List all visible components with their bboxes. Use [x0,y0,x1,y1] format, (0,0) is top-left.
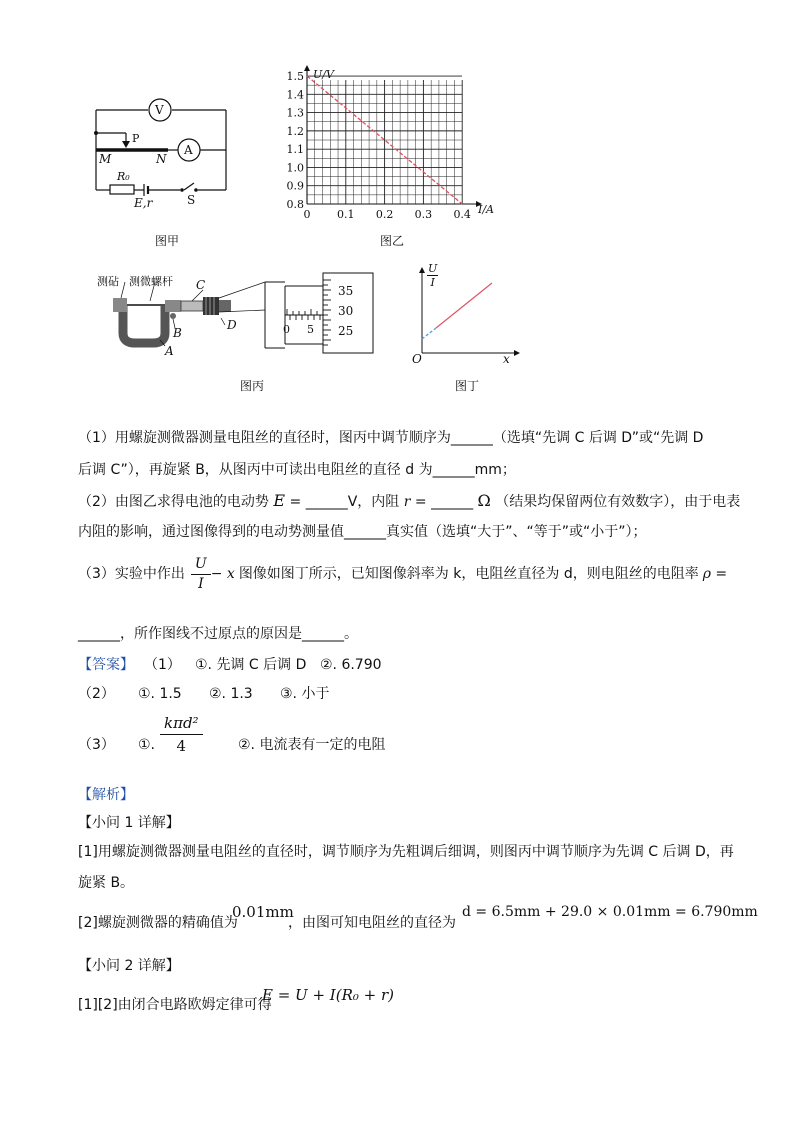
q3-text-post: 图像如图丁所示，已知图像斜率为 k，电阻丝直径为 d，则电阻丝的电阻率 [238,566,699,582]
analysis-diameter-formula: d = 6.5mm + 29.0 × 0.01mm = 6.790mm [462,904,758,920]
graph-yi-y-axis-label: U/V [313,68,334,81]
answer-2-item-3: ③. 小于 [280,686,330,702]
q3-frac-den: I [198,575,204,592]
analysis-para-2-text-a: [2]螺旋测微器的精确值为 [78,915,238,931]
point-n-label: N [156,152,167,166]
answer-2-label: （2） [78,686,115,702]
thimble-tick-35: 35 [338,284,354,298]
answer-1-item-2: ②. 6.790 [320,657,382,673]
x-tick-label: 0.3 [414,208,433,221]
graph-ding-y-den: I [430,276,435,289]
analysis-ohm-law-formula: E = U + I(R₀ + r) [262,986,395,1004]
analysis-precision-value: 0.01mm [232,903,294,921]
switch-label: S [187,193,196,207]
y-tick-label: 0.9 [286,179,304,193]
answer-1-label: （1） [144,657,181,673]
answer-3-frac-num: kπd² [160,712,203,735]
answer-2-item-2: ②. 1.3 [209,686,253,702]
question-3-line-2: ______，所作图线不过原点的原因是______。 [78,626,358,642]
answer-3-item-2: ②. 电流表有一定的电阻 [238,737,386,753]
lock-b-label: B [173,326,182,340]
graph-yi-x-axis-label: I/A [478,203,494,216]
y-tick-label: 1.0 [286,161,304,175]
question-1-line-1: （1）用螺旋测微器测量电阻丝的直径时，图丙中调节顺序为______（选填“先调 C 后调 D”或“先调 D [78,430,704,446]
ammeter-label: A [184,143,193,157]
q2-text-b: = ______V，内阻 [289,494,400,510]
fit-line-dashed [422,328,436,339]
question-2-line-1 [78,491,740,512]
analysis-subheading-2: 【小问 2 详解】 [78,958,180,974]
q2-text-c: = ______ [414,494,474,510]
q2-emf-symbol: E [273,491,286,510]
q2-text-d: （结果均保留两位有效数字），由于电表 [495,494,741,510]
frame-a-label: A [165,344,174,358]
u-i-graph [280,64,510,234]
x-tick-label: 0.1 [337,208,355,221]
anvil-label: 测砧 [97,275,119,288]
spindle-label: 测微螺杆 [129,275,173,288]
question-3-line-1 [78,552,727,596]
y-tick-label: 1.4 [286,88,304,102]
thimble-tick-25: 25 [338,324,354,338]
voltmeter-label: V [155,103,164,117]
sleeve-tick-5: 5 [307,323,314,336]
slider-label: P [132,132,140,145]
analysis-subheading-1: 【小问 1 详解】 [78,815,180,831]
fit-line-solid [436,283,492,328]
q2-text-a: （2）由图乙求得电池的电动势 [78,494,269,510]
q3-rho: ρ = [702,566,728,582]
graph-ding-y-num: U [428,262,438,275]
analysis-para-1-line-1: [1]用螺旋测微器测量电阻丝的直径时，调节顺序为先粗调后细调，则图丙中调节顺序为先调 C 后调 D，再 [78,844,734,860]
y-tick-label: 0.8 [286,198,304,211]
figure-ding-caption: 图丁 [455,379,480,393]
y-tick-label: 1.2 [286,124,304,138]
answer-3-fraction [160,712,203,757]
answer-3-label: （3） [78,737,115,753]
resistor-r0-label: R₀ [117,170,130,183]
q3-text-pre: （3）实验中作出 [78,566,185,582]
sleeve-tick-0: 0 [283,323,290,336]
analysis-tag: 【解析】 [78,787,134,803]
battery-label: E,r [134,196,153,210]
knob-d-label: D [227,318,237,332]
q2-r-symbol: r [403,494,411,510]
analysis-para-3-text: [1][2]由闭合电路欧姆定律可得 [78,997,272,1013]
q3-fraction [191,555,211,594]
graph-ding-origin: O [412,352,422,366]
question-2-line-2: 内阻的影响，通过图像得到的电动势测量值______真实值（选填“大于”、“等于”或“小于”）； [78,524,647,540]
y-axis-arrow [304,65,310,71]
point-m-label: M [99,152,112,166]
knob-c-label: C [196,278,206,292]
figure-yi-caption: 图乙 [380,234,405,248]
answer-2-item-1: ①. 1.5 [138,686,182,702]
q2-ohm-symbol: Ω [477,491,491,510]
answer-1-item-1: ①. 先调 C 后调 D [195,657,307,673]
y-tick-label: 1.1 [286,143,304,157]
analysis-para-1-line-2: 旋紧 B。 [78,875,135,891]
graph-ding-y-label [427,262,438,289]
q3-minus-x: − x [210,566,235,582]
answer-3-frac-den: 4 [176,737,187,755]
q3-frac-num: U [191,555,211,575]
thimble-tick-30: 30 [338,304,354,318]
analysis-para-2-text-b: ，由图可知电阻丝的直径为 [288,915,456,931]
y-tick-label: 1.5 [286,69,304,83]
question-1-line-2: 后调 C”），再旋紧 B，从图丙中可读出电阻丝的直径 d 为______mm； [78,462,516,478]
answer-tag: 【答案】 [78,657,134,673]
x-tick-label: 0 [303,208,311,221]
x-tick-label: 0.2 [375,208,394,221]
x-tick-label: 0.4 [453,208,471,221]
answer-3-item-1-prefix: ①. [138,737,156,753]
figure-jia-caption: 图甲 [155,234,180,248]
graph-ding-x-label: x [503,352,510,366]
y-tick-label: 1.3 [286,106,304,120]
figure-bing-caption: 图丙 [240,379,265,393]
